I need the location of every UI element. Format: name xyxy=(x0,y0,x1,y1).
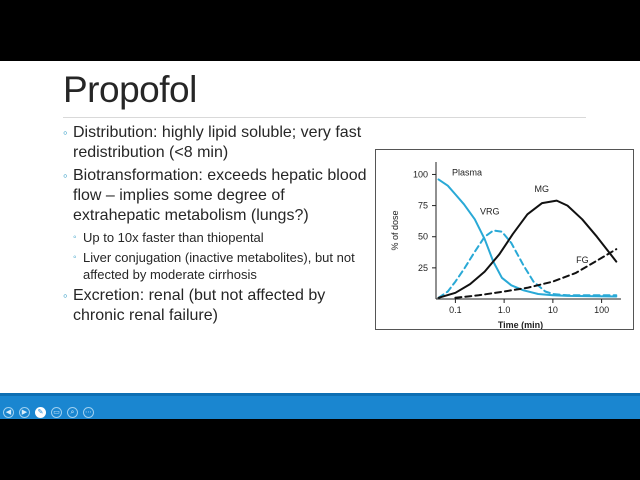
bullet-distribution xyxy=(63,123,373,163)
bullet-marker-icon: ◦ xyxy=(73,252,77,263)
series-label-plasma: Plasma xyxy=(451,167,482,178)
series-line-plasma xyxy=(439,179,617,296)
bullet-marker-icon: ◦ xyxy=(73,232,77,243)
x-axis-label: Time (min) xyxy=(497,320,544,329)
bullet-text: Up to 10x faster than thiopental xyxy=(83,230,264,245)
bullet-text: Biotransformation: exceeds hepatic blood flow – implies some degree of extrahepatic metabolism (lungs?) xyxy=(73,167,367,224)
x-tick-label: 1.0 xyxy=(497,305,511,315)
x-tick-label: 0.1 xyxy=(449,305,462,315)
bullet-marker-icon: ◦ xyxy=(63,288,68,303)
bullet-biotransformation xyxy=(63,166,373,226)
bullet-text: Liver conjugation (inactive metabolites), but not affected by moderate cirrhosis xyxy=(83,250,355,282)
series-label-mg: MG xyxy=(534,183,550,194)
title-divider xyxy=(63,117,586,118)
slides-icon[interactable]: ▭ xyxy=(51,407,62,418)
bullet-text: Excretion: renal (but not affected by chronic renal failure) xyxy=(73,287,326,324)
pen-icon[interactable]: ✎ xyxy=(35,407,46,418)
bullet-marker-icon: ◦ xyxy=(63,168,68,183)
next-icon[interactable]: ▶ xyxy=(19,407,30,418)
x-tick-label: 100 xyxy=(594,305,610,315)
chart-svg xyxy=(376,150,633,329)
y-tick-label: 50 xyxy=(417,231,428,242)
more-icon[interactable]: ⋯ xyxy=(85,408,92,416)
series-label-vrg: VRG xyxy=(480,206,500,217)
series-label-fg: FG xyxy=(576,254,589,265)
previous-icon[interactable]: ◀ xyxy=(3,407,14,418)
y-tick-label: 75 xyxy=(417,200,428,211)
series-line-mg xyxy=(439,201,617,298)
zoom-icon[interactable]: ⌕ xyxy=(67,407,78,418)
bullet-excretion xyxy=(63,286,373,326)
slide xyxy=(0,61,640,393)
bullet-marker-icon: ◦ xyxy=(63,125,68,140)
x-tick-label: 10 xyxy=(547,305,558,315)
bullet-list xyxy=(63,123,373,329)
sub-bullet-liver xyxy=(63,249,373,283)
y-tick-label: 25 xyxy=(417,262,428,273)
bullet-text: Distribution: highly lipid soluble; very fast redistribution (<8 min) xyxy=(73,124,362,161)
slide-title: Propofol xyxy=(63,69,197,110)
y-axis-label: % of dose xyxy=(390,210,400,251)
player-toolbar xyxy=(0,393,640,419)
distribution-chart xyxy=(375,149,634,330)
series-line-fg xyxy=(455,249,616,298)
y-tick-label: 100 xyxy=(412,169,428,180)
sub-bullet-speed xyxy=(63,229,373,246)
